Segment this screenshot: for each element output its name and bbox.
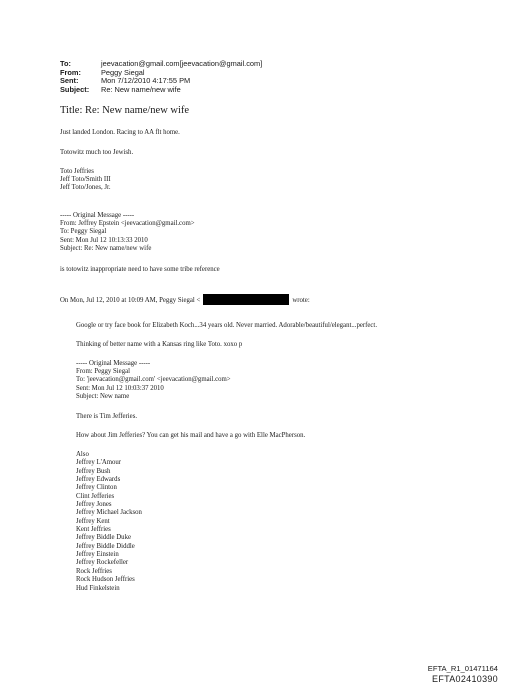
list-item: Kent Jeffries — [76, 526, 111, 534]
list-item: Jeffrey Kent — [76, 517, 110, 525]
footer-id-2: EFTA02410390 — [432, 674, 498, 684]
body-paragraph-4: is totowitz inappropriate need to have some tribe reference — [60, 266, 220, 273]
redaction-box — [203, 294, 289, 305]
body-paragraph-1: Just landed London. Racing to AA flt home. — [60, 129, 180, 136]
list-item: Jeffrey Michael Jackson — [76, 509, 142, 517]
to-label: To: — [60, 59, 71, 68]
original-message-1 — [60, 212, 195, 253]
list-item: Also — [76, 451, 89, 458]
list-item: Jeffrey Jones — [76, 501, 112, 509]
list-item: Rock Hudson Jeffries — [76, 576, 135, 584]
list-item: Rock Jeffries — [76, 567, 112, 575]
list-item: Jeffrey L'Amour — [76, 459, 122, 467]
original-message-line: Sent: Mon Jul 12 10:03:37 2010 — [76, 384, 164, 392]
sent-value: Mon 7/12/2010 4:17:55 PM — [101, 76, 191, 86]
original-message-line: To: Peggy Siegal — [60, 228, 107, 236]
list-item: Jeffrey Bush — [76, 467, 111, 475]
to-row — [60, 60, 262, 69]
quoted-paragraph-3: There is Tim Jefferies. — [76, 413, 138, 420]
quoted-paragraph-4: How about Jim Jefferies? You can get his mail and have a go with Elle MacPherson. — [76, 432, 306, 439]
original-message-line: Sent: Mon Jul 12 10:13:33 2010 — [60, 236, 148, 244]
list-item: Jeffrey Biddle Diddle — [76, 542, 135, 550]
signoff-line: Jeff Toto/Smith III — [60, 176, 111, 184]
list-item: Jeffrey Biddle Duke — [76, 534, 131, 542]
body-paragraph-2: Totowitz much too Jewish. — [60, 149, 134, 156]
name-list — [76, 451, 142, 593]
original-message-line: Subject: Re: New name/new wife — [60, 244, 152, 252]
list-item: Jeffrey Edwards — [76, 476, 121, 484]
original-message-line: From: Peggy Siegal — [76, 368, 130, 376]
signoff-line: Toto Jeffries — [60, 168, 94, 175]
wrote-prefix: On Mon, Jul 12, 2010 at 10:09 AM, Peggy Siegal < — [60, 297, 201, 304]
message-title: Title: Re: New name/new wife — [60, 105, 190, 116]
original-message-line: From: Jeffrey Epstein <jeevacation@gmail.com> — [60, 220, 195, 228]
quoted-paragraph-1: Google or try face book for Elizabeth Koch...34 years old. Never married. Adorable/beautiful/elegant...perfect. — [76, 322, 378, 329]
signoff-names — [60, 168, 111, 193]
quoted-paragraph-2: Thinking of better name with a Kansas ring like Toto. xoxo p — [76, 341, 243, 348]
wrote-suffix: wrote: — [292, 297, 310, 304]
from-label: From: — [60, 67, 81, 77]
list-item: Hud Finkelstein — [76, 584, 120, 592]
footer-id-1: EFTA_R1_01471164 — [427, 664, 498, 673]
signoff-line: Jeff Toto/Jones, Jr. — [60, 184, 111, 192]
original-message-line: Subject: New name — [76, 392, 130, 400]
subject-row — [60, 86, 262, 95]
email-header — [60, 60, 262, 94]
list-item: Jeffrey Rockefeller — [76, 559, 129, 567]
to-value: jeevacation@gmail.com[jeevacation@gmail.com] — [101, 59, 263, 68]
from-value: Peggy Siegal — [101, 67, 145, 77]
list-item: Jeffrey Clinton — [76, 484, 117, 492]
list-item: Jeffrey Einstein — [76, 551, 119, 559]
original-message-line: To: 'jeevacation@gmail.com' <jeevacation@gmail.com> — [76, 376, 231, 384]
subject-label: Subject: — [60, 84, 90, 94]
original-message-line: ----- Original Message ----- — [60, 212, 135, 219]
sent-label: Sent: — [60, 76, 79, 86]
wrote-line — [60, 294, 310, 305]
list-item: Clint Jefferies — [76, 492, 115, 500]
subject-value: Re: New name/new wife — [101, 84, 181, 94]
original-message-2 — [76, 360, 231, 401]
original-message-line: ----- Original Message ----- — [76, 360, 151, 367]
